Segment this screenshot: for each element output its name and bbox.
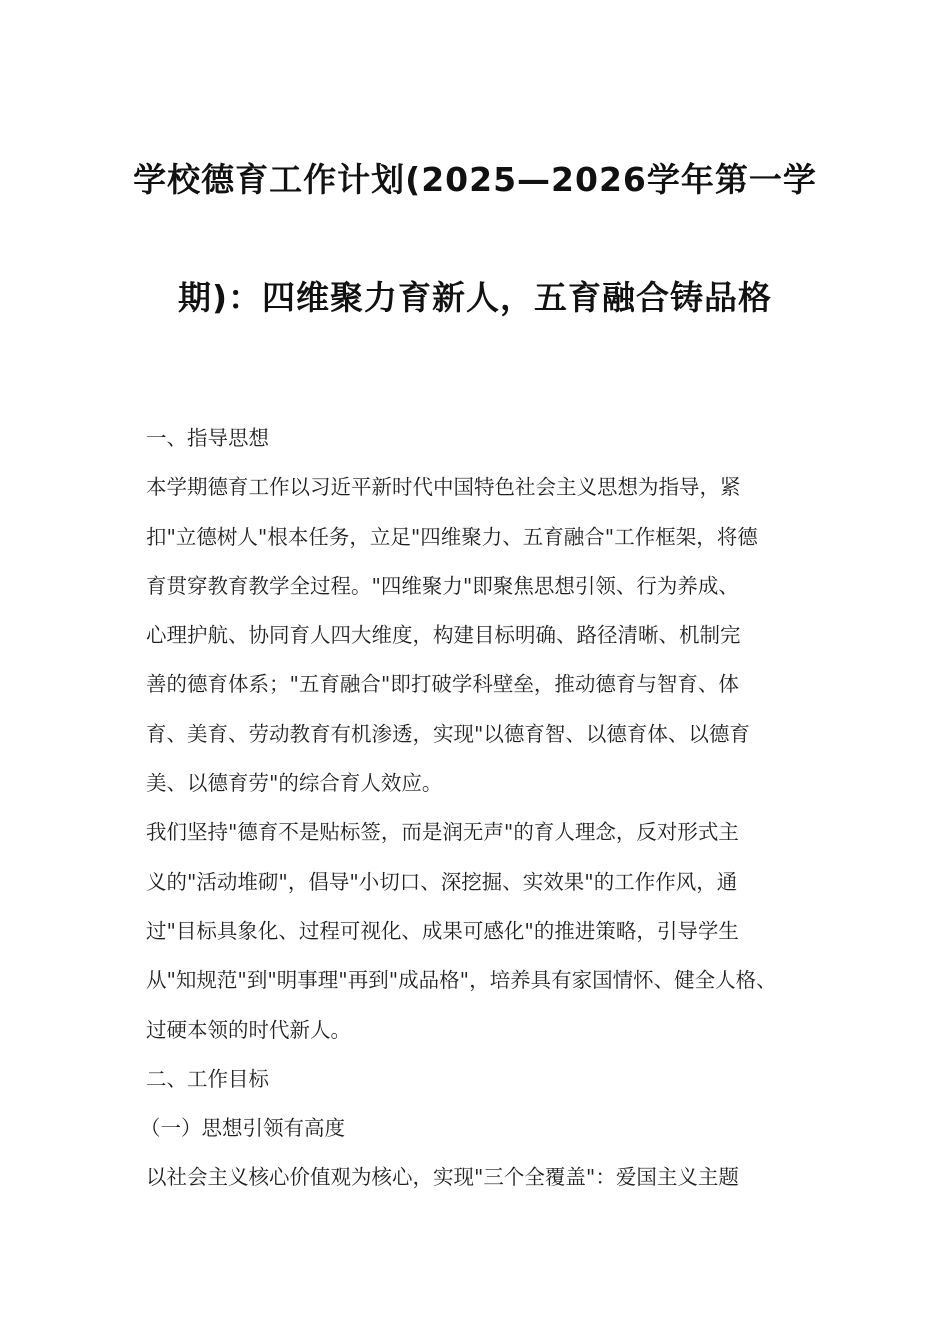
paragraph-line: 扣"立德树人"根本任务，立足"四维聚力、五育融合"工作框架，将德 — [146, 524, 758, 549]
paragraph-line: 过"目标具象化、过程可视化、成果可感化"的推进策略，引导学生 — [146, 918, 739, 943]
section-heading: 一、指导思想 — [146, 426, 269, 450]
paragraph-line: 本学期德育工作以习近平新时代中国特色社会主义思想为指导，紧 — [146, 475, 741, 500]
section-heading: 二、工作目标 — [146, 1066, 269, 1091]
paragraph-line: 善的德育体系；"五育融合"即打破学科壁垒，推动德育与智育、体 — [146, 672, 739, 697]
paragraph-line: 我们坚持"德育不是贴标签，而是润无声"的育人理念，反对形式主 — [146, 820, 739, 845]
paragraph-line: 心理护航、协同育人四大维度，构建目标明确、路径清晰、机制完 — [146, 623, 741, 648]
paragraph-line: 育贯穿教育教学全过程。"四维聚力"即聚焦思想引领、行为养成、 — [146, 573, 739, 598]
document-body — [140, 414, 836, 1203]
paragraph-line: 育、美育、劳动教育有机渗透，实现"以德育智、以德育体、以德育 — [146, 721, 750, 746]
document-title-line-2: 期)：四维聚力育新人，五育融合铸品格 — [177, 278, 773, 317]
subsection-heading: （一）思想引领有高度 — [140, 1116, 345, 1141]
paragraph-line: 美、以德育劳"的综合育人效应。 — [146, 771, 443, 796]
paragraph-line: 以社会主义核心价值观为核心，实现"三个全覆盖"：爱国主义主题 — [146, 1165, 739, 1190]
document-title-line-1: 学校德育工作计划(2025—2026学年第一学 — [133, 160, 817, 199]
paragraph-line: 从"知规范"到"明事理"再到"成品格"，培养具有家国情怀、健全人格、 — [146, 968, 777, 993]
paragraph-line: 义的"活动堆砌"，倡导"小切口、深挖掘、实效果"的工作作风，通 — [146, 869, 738, 894]
paragraph-line: 过硬本领的时代新人。 — [146, 1017, 351, 1042]
